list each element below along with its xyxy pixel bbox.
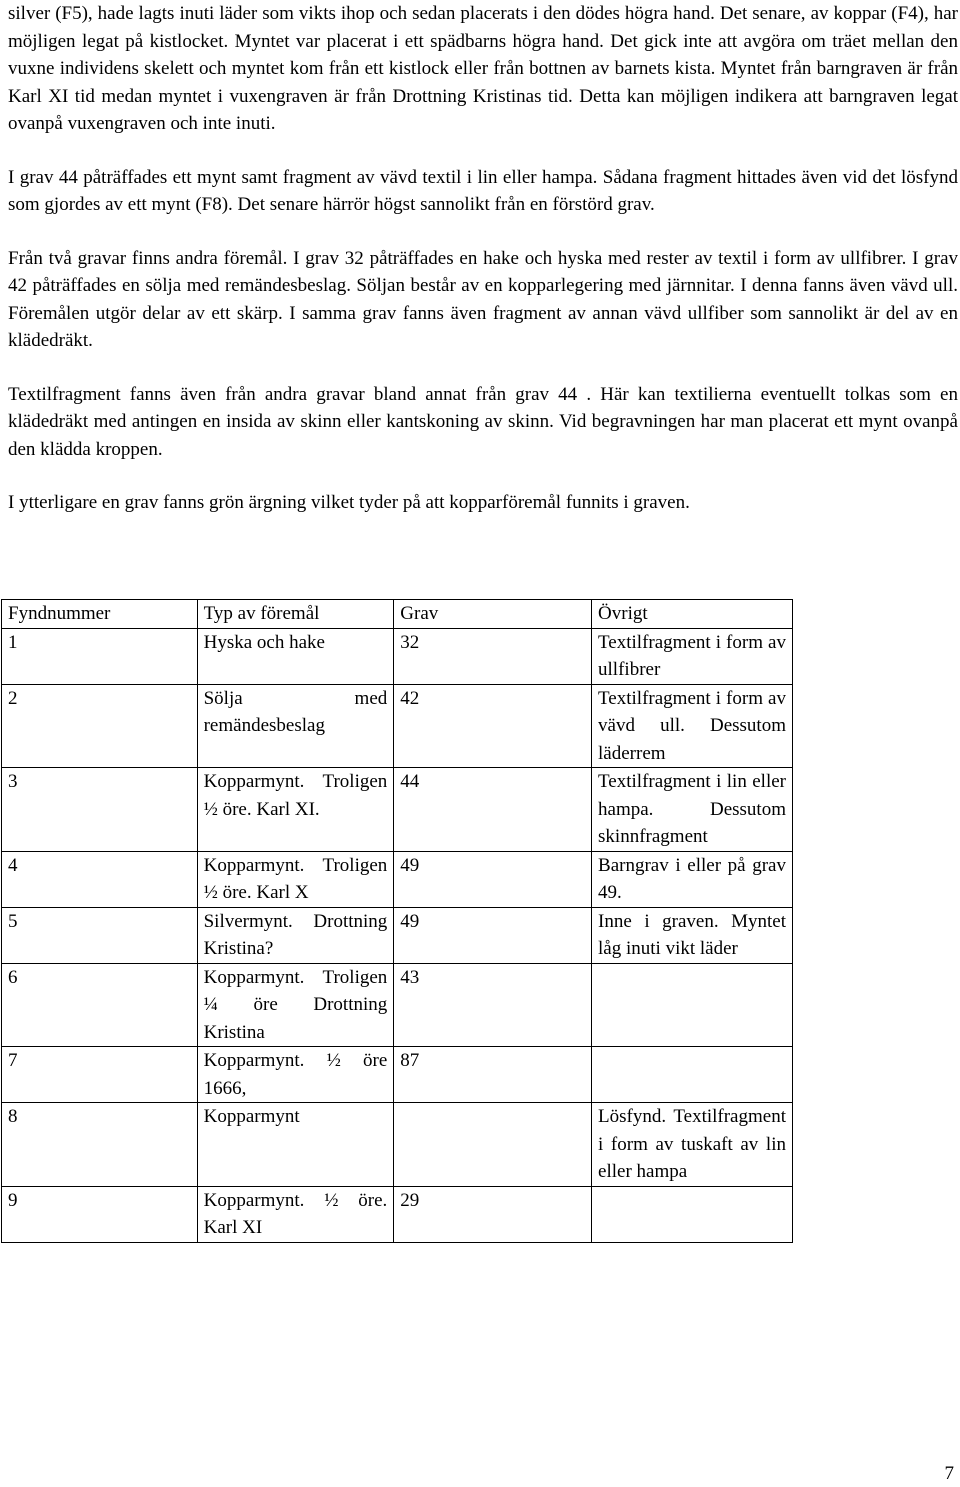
table-header-cell: Fyndnummer: [2, 600, 198, 629]
table-cell: Kopparmynt. ½ öre 1666,: [197, 1047, 394, 1103]
table-row: [2, 684, 793, 768]
table-cell: 8: [2, 1103, 198, 1187]
page-number: 7: [944, 1463, 954, 1484]
table-cell: Kopparmynt. Troligen ½ öre. Karl XI.: [197, 768, 394, 852]
table-cell: [592, 1186, 793, 1242]
table-header-row: [2, 600, 793, 629]
table-cell: Kopparmynt. ½ öre. Karl XI: [197, 1186, 394, 1242]
table-cell: 9: [2, 1186, 198, 1242]
table-cell: 43: [394, 963, 592, 1047]
table-cell: Kopparmynt. Troligen ½ öre. Karl X: [197, 851, 394, 907]
table-row: [2, 851, 793, 907]
table-cell: Hyska och hake: [197, 628, 394, 684]
table-row: [2, 628, 793, 684]
table-cell: Kopparmynt: [197, 1103, 394, 1187]
table-cell: 87: [394, 1047, 592, 1103]
table-cell: Inne i graven. Myntet låg inuti vikt läder: [592, 907, 793, 963]
table-cell: 5: [2, 907, 198, 963]
table-cell: [592, 1047, 793, 1103]
table-row: [2, 1047, 793, 1103]
table-cell: Kopparmynt. Troligen ¼ öre Drottning Kristina: [197, 963, 394, 1047]
table-cell: 44: [394, 768, 592, 852]
table-cell: Lösfynd. Textilfragment i form av tuskaft av lin eller hampa: [592, 1103, 793, 1187]
table-row: [2, 907, 793, 963]
paragraph: Från två gravar finns andra föremål. I grav 32 påträffades en hake och hyska med rester av textil i form av ullfibrer. I grav 42 påträffades en sölja med remändesbeslag. Söljan består av en kopparlegering med järnnitar. I denna fanns även vävd ull. Föremålen utgör delar av ett skärp. I samma grav fanns även fragment av annan vävd ullfiber som sannolikt är del av en klädedräkt.: [8, 247, 958, 351]
table-cell: 1: [2, 628, 198, 684]
table-cell: 4: [2, 851, 198, 907]
finds-table: [1, 599, 793, 1243]
table-cell: 42: [394, 684, 592, 768]
table-row: [2, 1186, 793, 1242]
table-header-cell: Övrigt: [592, 600, 793, 629]
table-cell: Sölja med remändesbeslag: [197, 684, 394, 768]
table-row: [2, 963, 793, 1047]
table-cell: Silvermynt. Drottning Kristina?: [197, 907, 394, 963]
table-cell: [394, 1103, 592, 1187]
table-header-cell: Typ av föremål: [197, 600, 394, 629]
table-row: [2, 1103, 793, 1187]
table-cell: 32: [394, 628, 592, 684]
paragraph: I grav 44 påträffades ett mynt samt fragment av vävd textil i lin eller hampa. Sådana fragment hittades även vid det lösfynd som gjordes av ett mynt (F8). Det senare härrör högst sannolikt från en förstörd grav.: [8, 166, 958, 215]
paragraph: silver (F5), hade lagts inuti läder som vikts ihop och sedan placerats i den dödes högra hand. Det senare, av koppar (F4), har möjligen legat på kistlocket. Myntet var placerat i ett spädbarns högra hand. Det gick inte att avgöra om träet mellan den vuxne individens skelett och myntet kom från ett kistlock eller från bottnen av barnets kista. Myntet från barngraven är från Karl XI tid medan myntet i vuxengraven är från Drottning Kristinas tid. Detta kan möjligen indikera att barngraven legat ovanpå vuxengraven och inte inuti.: [8, 3, 958, 134]
table-cell: Barngrav i eller på grav 49.: [592, 851, 793, 907]
table-cell: 3: [2, 768, 198, 852]
table-row: [2, 768, 793, 852]
paragraph: Textilfragment fanns även från andra gravar bland annat från grav 44 . Här kan textilierna eventuellt tolkas som en klädedräkt med antingen en insida av skinn eller kantskoning av skinn. Vid begravningen har man placerat ett mynt ovanpå den klädda kroppen.: [8, 383, 958, 460]
table-cell: 49: [394, 907, 592, 963]
table-cell: Textilfragment i lin eller hampa. Dessutom skinnfragment: [592, 768, 793, 852]
document-page: [8, 0, 958, 517]
table-cell: 6: [2, 963, 198, 1047]
paragraph: I ytterligare en grav fanns grön ärgning vilket tyder på att kopparföremål funnits i graven.: [8, 492, 690, 513]
table-header-cell: Grav: [394, 600, 592, 629]
table-cell: Textilfragment i form av ullfibrer: [592, 628, 793, 684]
table-cell: 29: [394, 1186, 592, 1242]
table-cell: 7: [2, 1047, 198, 1103]
table-cell: 2: [2, 684, 198, 768]
table-cell: Textilfragment i form av vävd ull. Dessutom läderrem: [592, 684, 793, 768]
table-cell: 49: [394, 851, 592, 907]
table-cell: [592, 963, 793, 1047]
